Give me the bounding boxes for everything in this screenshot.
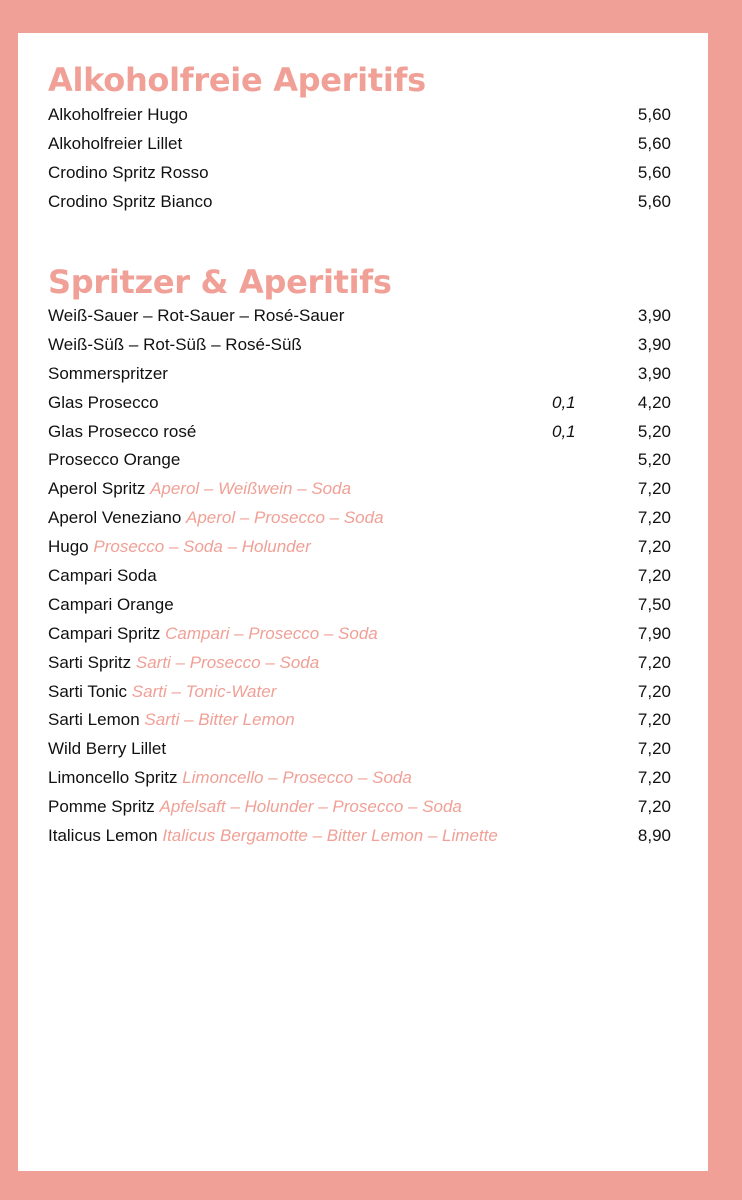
menu-item — [48, 735, 671, 764]
menu-item-name: Glas Prosecco — [48, 392, 159, 412]
menu-item — [48, 764, 671, 793]
menu-item-price: 3,90 — [637, 363, 671, 383]
menu-item — [48, 822, 671, 851]
menu-item-name: Crodino Spritz Bianco — [48, 191, 213, 211]
menu-item — [48, 649, 671, 678]
menu-item-price: 8,90 — [637, 826, 671, 846]
menu-item — [48, 389, 671, 418]
menu-item — [48, 475, 671, 504]
menu-item — [48, 418, 671, 447]
menu-item — [48, 101, 671, 130]
menu-item — [48, 130, 671, 159]
menu-item-price: 7,20 — [637, 681, 671, 701]
menu-item-price: 7,20 — [637, 768, 671, 788]
menu-item-price: 5,60 — [637, 162, 671, 182]
menu-item-price: 7,20 — [637, 479, 671, 499]
menu-item-description: Campari – Prosecco – Soda — [165, 623, 378, 643]
menu-item-price: 4,20 — [637, 392, 671, 412]
section-title-alkoholfreie-aperitifs: Alkoholfreie Aperitifs — [48, 61, 426, 99]
menu-item-description: Aperol – Prosecco – Soda — [186, 508, 384, 528]
section-title-spritzer-aperitifs: Spritzer & Aperitifs — [48, 263, 392, 301]
menu-list-alkoholfreie-aperitifs — [48, 101, 671, 217]
menu-item — [48, 620, 671, 649]
menu-item-name: Glas Prosecco rosé — [48, 421, 197, 441]
menu-item-name: Campari Orange — [48, 594, 174, 614]
menu-item — [48, 533, 671, 562]
menu-item-description: Sarti – Bitter Lemon — [144, 710, 295, 730]
menu-item-name: Sarti Tonic — [48, 681, 128, 701]
menu-item-name: Prosecco Orange — [48, 450, 181, 470]
menu-item-name: Campari Soda — [48, 566, 157, 586]
menu-item — [48, 678, 671, 707]
menu-item-name: Campari Spritz — [48, 623, 161, 643]
menu-item-price: 7,20 — [637, 797, 671, 817]
menu-item-name: Alkoholfreier Lillet — [48, 133, 183, 153]
menu-item-name: Limoncello Spritz — [48, 768, 178, 788]
menu-item-name: Crodino Spritz Rosso — [48, 162, 209, 182]
menu-item-description: Prosecco – Soda – Holunder — [93, 537, 311, 557]
menu-item-description: Sarti – Tonic-Water — [131, 681, 277, 701]
menu-item-price: 5,60 — [637, 105, 671, 124]
menu-item-name: Pomme Spritz — [48, 797, 155, 817]
menu-item — [48, 331, 671, 360]
menu-item — [48, 591, 671, 620]
menu-page — [18, 33, 708, 1171]
menu-item-price: 7,20 — [637, 508, 671, 528]
menu-item-price: 7,20 — [637, 537, 671, 557]
menu-item-price: 7,20 — [637, 710, 671, 730]
menu-item-name: Sarti Spritz — [48, 652, 132, 672]
menu-item-description: Apfelsaft – Holunder – Prosecco – Soda — [159, 797, 462, 817]
menu-item-name: Alkoholfreier Hugo — [48, 105, 188, 124]
menu-item-price: 3,90 — [637, 306, 671, 325]
menu-item — [48, 360, 671, 389]
menu-item — [48, 446, 671, 475]
menu-item — [48, 706, 671, 735]
menu-item-description: Sarti – Prosecco – Soda — [135, 652, 320, 672]
menu-item-name: Wild Berry Lillet — [48, 739, 167, 759]
menu-item-name: Weiß-Süß – Rot-Süß – Rosé-Süß — [48, 334, 302, 354]
menu-item-price: 5,20 — [637, 421, 671, 441]
menu-item — [48, 188, 671, 217]
menu-item-description: Italicus Bergamotte – Bitter Lemon – Limette — [162, 826, 498, 846]
menu-item-name: Aperol Spritz — [48, 479, 146, 499]
menu-item-price: 5,20 — [637, 450, 671, 470]
menu-item-name: Weiß-Sauer – Rot-Sauer – Rosé-Sauer — [48, 306, 345, 325]
menu-item-price: 3,90 — [637, 334, 671, 354]
menu-item-name: Hugo — [48, 537, 89, 557]
menu-item-size: 0,1 — [552, 421, 576, 441]
menu-item-price: 7,20 — [637, 566, 671, 586]
menu-item — [48, 562, 671, 591]
menu-item — [48, 159, 671, 188]
menu-item-price: 5,60 — [637, 191, 671, 211]
menu-list-spritzer-aperitifs — [48, 302, 671, 851]
menu-item-size: 0,1 — [552, 392, 576, 412]
menu-item — [48, 302, 671, 331]
menu-item-name: Aperol Veneziano — [48, 508, 182, 528]
menu-item-name: Sommerspritzer — [48, 363, 168, 383]
menu-item-price: 7,90 — [637, 623, 671, 643]
menu-item-price: 7,50 — [637, 594, 671, 614]
menu-item-price: 5,60 — [637, 133, 671, 153]
menu-item-name: Italicus Lemon — [48, 826, 158, 846]
menu-item-name: Sarti Lemon — [48, 710, 140, 730]
menu-item-price: 7,20 — [637, 652, 671, 672]
menu-item — [48, 793, 671, 822]
menu-item-description: Aperol – Weißwein – Soda — [150, 479, 352, 499]
menu-item — [48, 504, 671, 533]
menu-item-price: 7,20 — [637, 739, 671, 759]
menu-item-description: Limoncello – Prosecco – Soda — [182, 768, 412, 788]
